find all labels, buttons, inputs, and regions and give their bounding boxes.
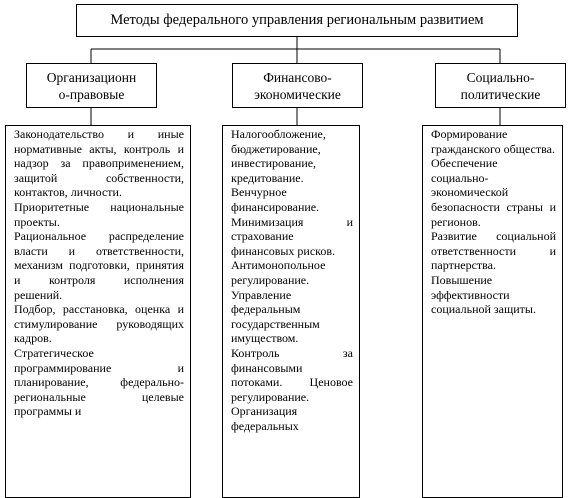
method-item: Развитие социальной ответственности и партнерства. — [431, 229, 556, 273]
category-label-line1: Социально- — [466, 70, 535, 85]
category-label-line2: экономические — [254, 87, 341, 102]
diagram-title: Методы федерального управления региональным развитием — [76, 4, 518, 37]
category-socio-political — [435, 63, 566, 108]
method-item: Контроль за финансовыми потоками. Ценовое регулирование. — [231, 345, 353, 404]
method-item: Стратегическое программирование и планирование, федерально-региональные целевые программы и — [14, 345, 184, 419]
method-item: Минимизация и страхование финансовых рисков. — [231, 214, 353, 258]
method-item: Налогообложение, бюджетирование, инвестирование, кредитование. — [231, 127, 326, 185]
methods-panel-financial-economic — [222, 125, 360, 498]
method-item: Формирование гражданского общества. — [431, 127, 555, 156]
methods-panel-organizational-legal — [5, 125, 191, 498]
category-label-line2: политические — [460, 87, 541, 102]
methods-panel-socio-political — [422, 125, 563, 498]
method-item: Венчурное финансирование. — [231, 185, 320, 214]
category-label-line1: Финансово- — [263, 70, 332, 85]
method-item: Управление федеральным государственным имуществом. — [231, 287, 320, 346]
category-organizational-legal — [26, 63, 157, 108]
category-financial-economic — [232, 63, 363, 108]
method-item: Законодательство и иные нормативные акты, контроль и надзор за правоприменением, защитой собственности, контактов, личности. — [14, 127, 184, 200]
method-item: Подбор, расстановка, оценка и стимулирование руководящих кадров. — [14, 302, 184, 346]
method-item: Организация федеральных — [231, 404, 299, 433]
category-label-line2: о-правовые — [58, 87, 125, 102]
method-item: Обеспечение социально-экономической безопасности страны и регионов. — [431, 156, 556, 229]
method-item: Рациональное распределение власти и ответственности, механизм подготовки, принятия и контроля исполнения решений. — [14, 229, 184, 302]
category-label-line1: Организационн — [46, 70, 137, 85]
method-item: Антимонопольное регулирование. — [231, 258, 326, 287]
method-item: Повышение эффективности социальной защиты. — [431, 272, 536, 317]
method-item: Приоритетные национальные проекты. — [14, 199, 184, 229]
